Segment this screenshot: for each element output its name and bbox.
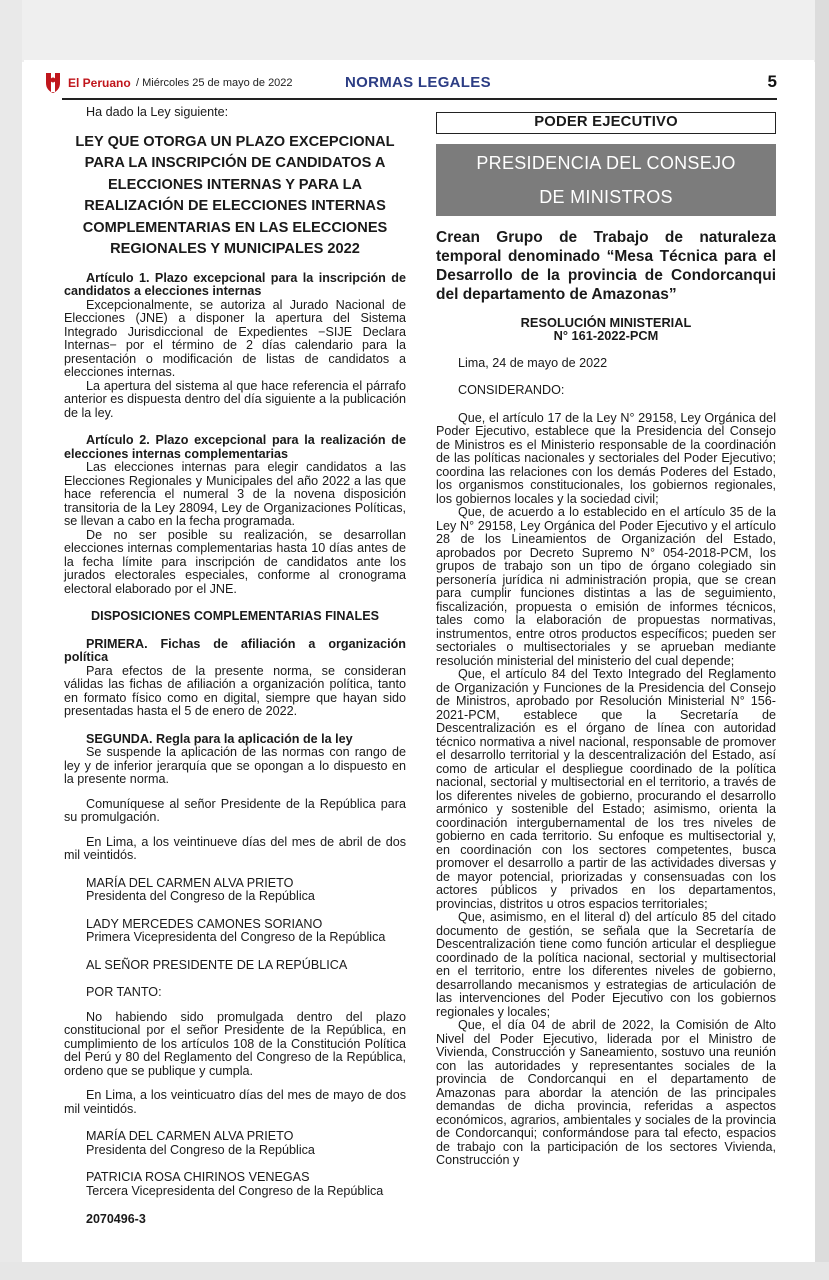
signatory-1-name: MARÍA DEL CARMEN ALVA PRIETO (86, 875, 294, 890)
promulgation-text: No habiendo sido promulgada dentro del plazo constitucional por el señor Presidente de la República, en cumplimiento de los artículos 108 de la Constitución Política del Perú y 80 del Reglamento del Congreso de la República, ordeno que se publique y cumpla. (64, 1009, 406, 1078)
law-title: LEY QUE OTORGA UN PLAZO EXCEPCIONAL PARA LA INSCRIPCIÓN DE CANDIDATOS A ELECCIONES INTERNAS Y PARA LA REALIZACIÓN DE ELECCIONES INTERNAS COMPLEMENTARIAS EN LAS ELECCIONES REGIONALES Y MUNICIPALES 2022 (75, 133, 395, 257)
recital-2: Que, de acuerdo a lo establecido en el artículo 35 de la Ley N° 29158, Ley Orgánica del Poder Ejecutivo y el artículo 28 de los Lineamientos de Organización del Estado, aprobados por Decreto Supremo N° 054-2018-PCM, los grupos de trabajo son un tipo de órgano colegiado sin personería jurídica ni administración propia, que se crean para cumplir funciones distintas a las de seguimiento, fiscalización, propuesta o emisión de informes técnicos, tales como la elaboración de propuestas normativas, instrumentos, entre otros productos específicos; pueden ser sectoriales o multisectoriales y se aprueban mediante resolución ministerial del ministerio del cual depende; (436, 505, 776, 668)
photo-background-top (0, 0, 829, 62)
signatory-4-role: Tercera Vicepresidenta del Congreso de la República (86, 1183, 384, 1198)
article-2-heading: Artículo 2. Plazo excepcional para la realización de elecciones internas complementarias (64, 433, 406, 461)
place-and-date: Lima, 24 de mayo de 2022 (458, 355, 608, 370)
second-provision-text: Se suspende la aplicación de las normas con rango de ley y de inferior jerarquía que se opongan a lo dispuesto en la presente norma. (64, 745, 406, 786)
header-rule (62, 98, 777, 100)
publication-name: El Peruano (68, 76, 131, 90)
pcm-banner (436, 144, 776, 216)
signatory-3-role: Presidenta del Congreso de la República (86, 1142, 315, 1157)
right-column (436, 112, 776, 1168)
article-1-paragraph-2: La apertura del sistema al que hace referencia el párrafo anterior es dispuesta dentro del día siguiente a la publicación de la ley. (64, 378, 406, 420)
article-2-paragraph-1: Las elecciones internas para elegir candidatos a las Elecciones Regionales y Municipales del año 2022 a las que hace referencia el numeral 3 de la novena disposición transitoria de la Ley 28094, Ley de Organizaciones Políticas, se llevan a cabo en la fecha programada. (64, 460, 406, 528)
final-provisions-heading: DISPOSICIONES COMPLEMENTARIAS FINALES (90, 609, 380, 623)
recital-4: Que, asimismo, en el literal d) del artículo 85 del citado documento de gestión, se señala que la Secretaría de Descentralización tiene como función articular el despliegue coordinado de la política nacional, sectorial y multisectorial en el territorio, entre los diferentes niveles de gobierno, desarrollando mecanismos y estrategias de articulación de las intervenciones del Poder Ejecutivo con los gobiernos regionales y locales; (436, 910, 776, 1019)
addressee-line: AL SEÑOR PRESIDENTE DE LA REPÚBLICA (86, 957, 348, 972)
pcm-banner-line-1: PRESIDENCIA DEL CONSEJO (476, 152, 736, 173)
left-column (64, 106, 406, 1227)
resolution-label: RESOLUCIÓN MINISTERIAL (520, 314, 692, 330)
page-number: 5 (767, 72, 777, 91)
issue-date: / Miércoles 25 de mayo de 2022 (136, 77, 293, 89)
signatory-3-name: MARÍA DEL CARMEN ALVA PRIETO (86, 1129, 294, 1143)
first-provision-heading: PRIMERA. Fichas de afiliación a organización política (64, 636, 406, 664)
order-number: 2070496-3 (86, 1212, 146, 1226)
coat-of-arms-icon (42, 70, 64, 94)
recital-3: Que, el artículo 84 del Texto Integrado del Reglamento de Organización y Funciones de la Presidencia del Consejo de Ministros, aprobado por Resolución Ministerial N° 156-2021-PCM, establece que la Secretaría de Descentralización es el órgano de línea con autoridad técnico normativa a nivel nacional, responsable de promover el desarrollo territorial y la descentralización del Estado, así como de articular el despliegue coordinado de la política nacional, sectorial y multisectorial en el territorio, a través de los diferentes niveles de gobierno, procurando el desarrollo armónico y sostenible del Estado; asimismo, orienta la coordinación intergubernamental de los tres niveles de gobierno en cada territorio. Su enfoque es multisectorial y, en coordinación con los sectores competentes, busca promover el desarrollo a partir de las actividades diversas y de mayor potencial, priorizadas y consensuadas con los actores públicos y privados en los departamentos, provincias, distritos u otros espacios territoriales; (436, 667, 776, 911)
article-2-paragraph-2: De no ser posible su realización, se desarrollan elecciones internas complementarias hasta 10 días antes de la fecha límite para inscripción de candidatos ante los jurados electorales especiales, conforme al cronograma electoral elaborado por el JNE. (64, 527, 406, 596)
considerando-heading: CONSIDERANDO: (458, 383, 565, 397)
comuniquese-text: Comuníquese al señor Presidente de la República para su promulgación. (64, 796, 406, 824)
resolution-number: N° 161-2022-PCM (553, 328, 659, 343)
photo-background-right (815, 0, 829, 1280)
poder-ejecutivo-banner: PODER EJECUTIVO (436, 112, 776, 134)
photo-background-bottom (0, 1262, 829, 1280)
signatory-2-name: LADY MERCEDES CAMONES SORIANO (86, 916, 323, 931)
article-1-heading: Artículo 1. Plazo excepcional para la inscripción de candidatos a elecciones internas (64, 270, 406, 298)
photo-background-left (0, 0, 22, 1280)
masthead (42, 70, 780, 96)
signatory-1-role: Presidenta del Congreso de la República (86, 889, 315, 903)
intro-text: Ha dado la Ley siguiente: (86, 105, 229, 119)
signatory-4-name: PATRICIA ROSA CHIRINOS VENEGAS (86, 1170, 310, 1184)
recital-5: Que, el día 04 de abril de 2022, la Comisión de Alto Nivel del Poder Ejecutivo, liderada por el Ministro de Vivienda, Construcción y Saneamiento, sostuvo una reunión con las autoridades y representantes sociales de la provincia de Condorcanqui en el departamento de Amazonas para abordar la atención de las principales demandas de dicha provincia, referidas a aspectos económicos, agrarios, ambientales y sociales de la provincia de Condorcanqui; conformándose para tal efecto, espacios de trabajo con la participación de los sectores Vivienda, Construcción y (436, 1018, 776, 1167)
first-provision-text: Para efectos de la presente norma, se consideran válidas las fichas de afiliación a organización política, tanto en formato físico como en digital, siempre que hayan sido presentadas hasta el 5 de enero de 2022. (64, 663, 406, 718)
pcm-banner-line-2: DE MINISTROS (539, 186, 673, 207)
lima-date-1: En Lima, a los veintinueve días del mes de abril de dos mil veintidós. (64, 834, 406, 862)
article-1-paragraph-1: Excepcionalmente, se autoriza al Jurado Nacional de Elecciones (JNE) a disponer la apertura del Sistema Integrado Jurisdiccional de Expedientes −SIJE Declara Internas− por el término de 2 días calendario para la presentación o modificación de listas de candidatos a elecciones internas. (64, 297, 406, 379)
resolution-title: Crean Grupo de Trabajo de naturaleza temporal denominado “Mesa Técnica para el Desarrollo de la provincia de Condorcanqui del departamento de Amazonas” (436, 228, 776, 303)
section-title: NORMAS LEGALES (345, 74, 491, 91)
lima-date-2: En Lima, a los veinticuatro días del mes de mayo de dos mil veintidós. (64, 1088, 406, 1116)
por-tanto: POR TANTO: (86, 985, 162, 999)
signatory-2-role: Primera Vicepresidenta del Congreso de la República (86, 930, 386, 944)
second-provision-heading: SEGUNDA. Regla para la aplicación de la ley (86, 731, 353, 746)
recital-1: Que, el artículo 17 de la Ley N° 29158, Ley Orgánica del Poder Ejecutivo, establece que la Presidencia del Consejo de Ministros es el Ministerio responsable de la coordinación de las políticas nacionales y sectoriales del Poder Ejecutivo; coordina las relaciones con los demás Poderes del Estado, los organismos constitucionales, los gobiernos regionales, los gobiernos locales y la sociedad civil; (436, 410, 776, 506)
